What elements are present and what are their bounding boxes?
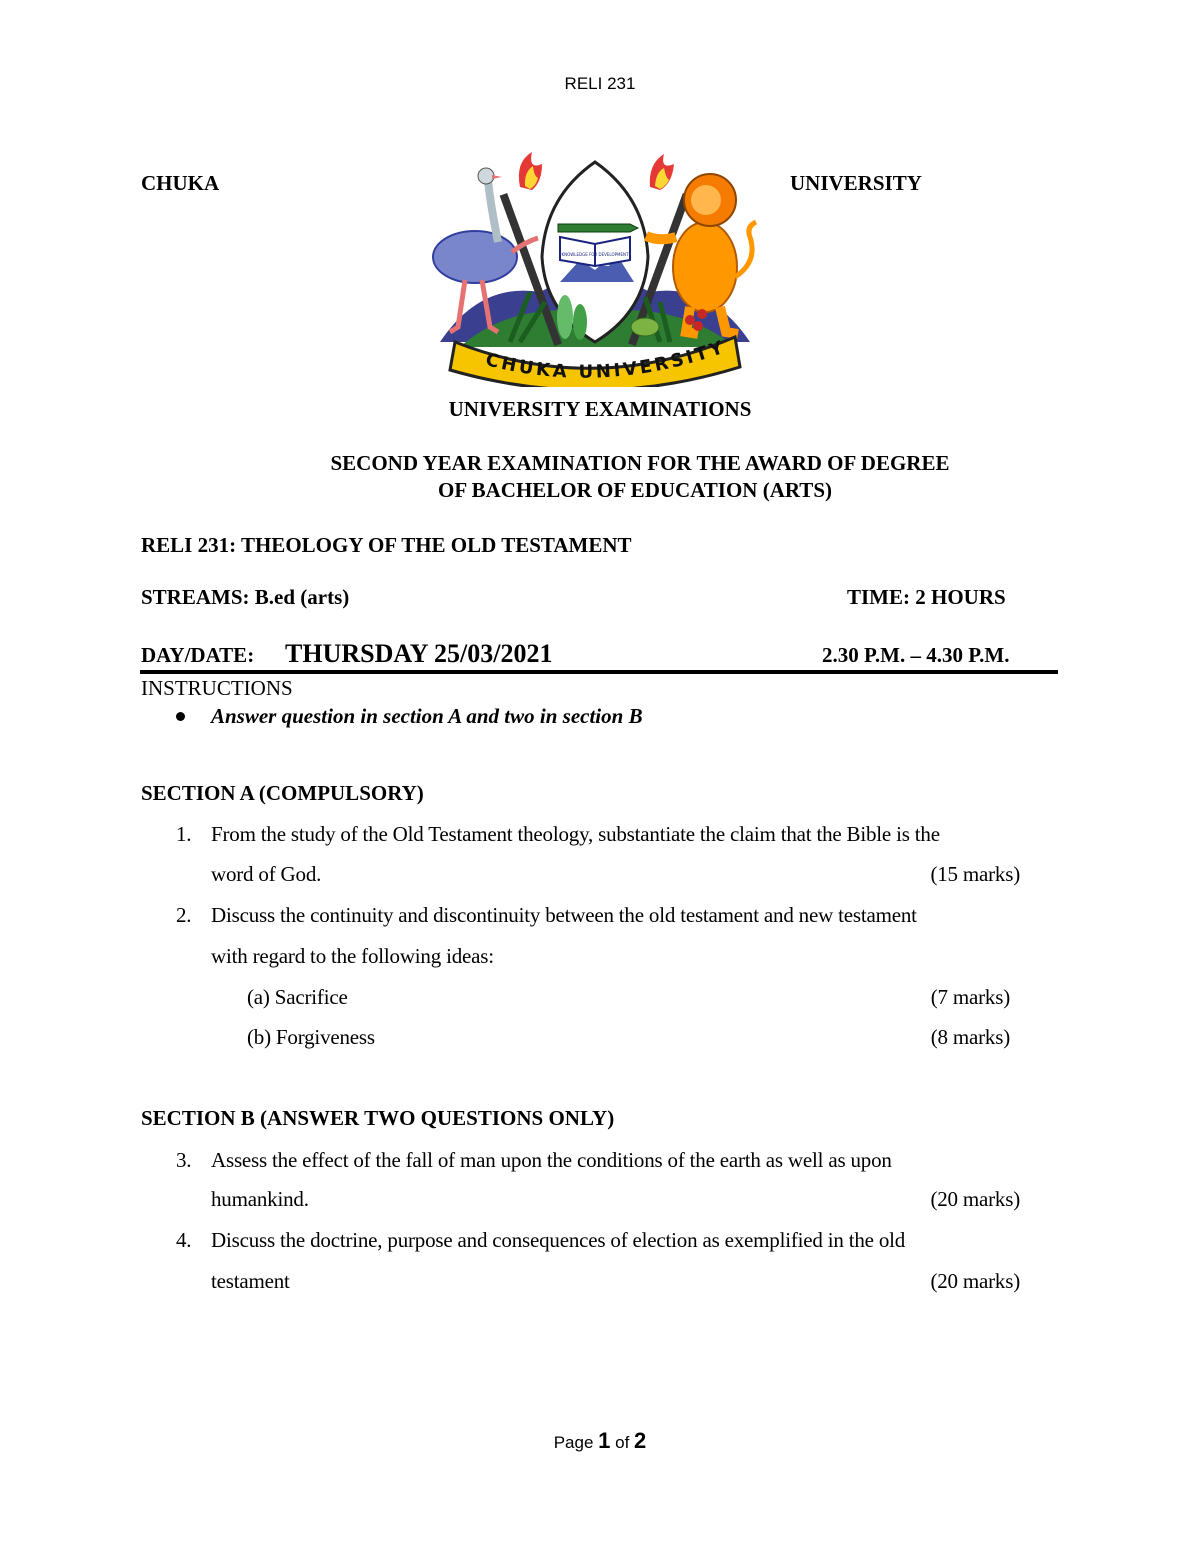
question-number: 3. [176,1148,192,1172]
streams-label: STREAMS: B.ed (arts) [141,585,350,609]
page-header-course-code: RELI 231 [564,74,636,93]
question-4-line2: testament [211,1269,290,1293]
question-number: 1. [176,822,192,846]
question-2-part-b-marks: (8 marks) [930,1025,1010,1049]
degree-title-line2: OF BACHELOR OF EDUCATION (ARTS) [437,478,832,502]
question-4-marks: (20 marks) [930,1269,1020,1293]
day-date-label: DAY/DATE: [141,643,255,667]
question-4-line1: Discuss the doctrine, purpose and consequences of election as exemplified in the old [211,1228,906,1252]
question-number: 2. [176,903,192,927]
question-3-marks: (20 marks) [930,1187,1020,1211]
question-1-marks: (15 marks) [930,862,1020,886]
exam-title: UNIVERSITY EXAMINATIONS [448,397,752,421]
exam-time-range: 2.30 P.M. – 4.30 P.M. [822,643,1010,667]
page-number-current: 1 [598,1428,611,1453]
section-b-heading: SECTION B (ANSWER TWO QUESTIONS ONLY) [141,1106,615,1130]
header-divider [140,670,1058,674]
question-3-line1: Assess the effect of the fall of man upon the conditions of the earth as well as upon [211,1148,892,1172]
course-title: RELI 231: THEOLOGY OF THE OLD TESTAMENT [141,533,632,557]
masthead-left-word: CHUKA [141,171,220,195]
page-number-total: 2 [634,1428,647,1453]
question-1-line1: From the study of the Old Testament theology, substantiate the claim that the Bible is the [211,822,940,846]
logo-book-text: KNOWLEDGE FOR DEVELOPMENT [561,252,629,257]
question-3-line2: humankind. [211,1187,309,1211]
question-2-part-a: (a) Sacrifice [247,985,348,1009]
day-date-value: THURSDAY 25/03/2021 [285,639,553,668]
exam-duration: TIME: 2 HOURS [847,585,1006,609]
degree-title-line1: SECOND YEAR EXAMINATION FOR THE AWARD OF DEGREE [330,451,950,475]
question-2-part-a-marks: (7 marks) [930,985,1010,1009]
page-footer-prefix: Page [553,1433,599,1452]
bullet-icon [176,712,185,721]
instructions-heading: INSTRUCTIONS [141,676,293,700]
page-footer-of: of [610,1433,635,1452]
masthead-right-word: UNIVERSITY [790,171,922,195]
page-footer [0,1428,1200,1454]
instruction-item: Answer question in section A and two in section B [211,704,643,728]
question-2-line2: with regard to the following ideas: [211,944,494,968]
question-1-line2: word of God. [211,862,322,886]
question-number: 4. [176,1228,192,1252]
university-logo [420,142,770,387]
question-2-line1: Discuss the continuity and discontinuity between the old testament and new testament [211,903,917,927]
section-a-heading: SECTION A (COMPULSORY) [141,781,424,805]
question-2-part-b: (b) Forgiveness [247,1025,375,1049]
logo-banner-text: CHUKA UNIVERSITY [483,336,729,383]
